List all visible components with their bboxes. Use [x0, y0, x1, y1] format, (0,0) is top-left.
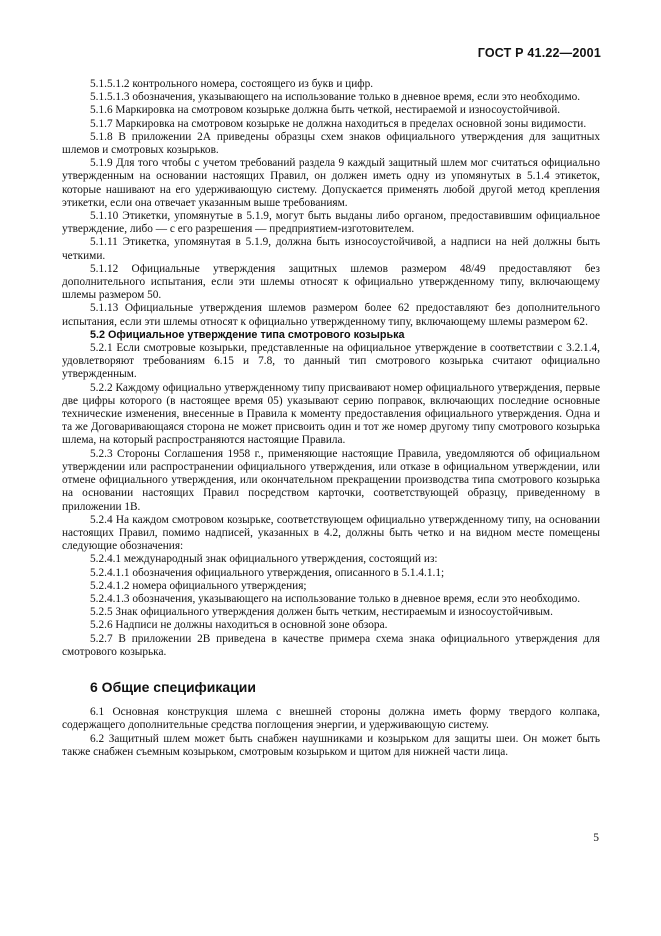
clause-5-2-4-1: 5.2.4.1 международный знак официального утверждения, состоящий из:: [90, 553, 438, 566]
page-number: 5: [593, 832, 599, 844]
section-heading-6: 6 Общие спецификации: [90, 678, 257, 695]
clause-5-2-4-1-1: 5.2.4.1.1 обозначения официального утверждения, описанного в 5.1.4.1.1;: [90, 566, 445, 579]
clause-5-2-2: 5.2.2 Каждому официально утвержденному типу присваивают номер официального утверждения, первые две цифры которого (в настоящее время 05) указывают серию поправок, включающих последние основные технические изменения, внесенные в Правила к моменту предоставления официального утверждения. Одна и та же Договаривающаяся сторона не может присвоить один и тот же номер другому типу смотрового козырька шлема, на который распространяются настоящие Правила.: [62, 381, 600, 447]
clause-5-2-4: 5.2.4 На каждом смотровом козырьке, соответствующем официально утвержденному типу, на основании настоящих Правил, помимо надписей, указанных в 4.2, должны быть четко и на видном месте помещены следующие обозначения:: [62, 513, 600, 553]
clause-5-1-8: 5.1.8 В приложении 2А приведены образцы схем знаков официального утверждения для защитных шлемов и смотровых козырьков.: [62, 130, 600, 157]
clause-5-2-6: 5.2.6 Надписи не должны находиться в основной зоне обзора.: [90, 619, 388, 632]
standard-header: ГОСТ Р 41.22—2001: [477, 46, 601, 60]
document-body: [62, 78, 600, 759]
clause-5-1-6: 5.1.6 Маркировка на смотровом козырьке должна быть четкой, нестираемой и износоустойчивой.: [90, 104, 561, 117]
subsection-heading-5-2: 5.2 Официальное утверждение типа смотрового козырька: [90, 328, 405, 341]
clause-5-1-9: 5.1.9 Для того чтобы с учетом требований раздела 9 каждый защитный шлем мог считаться официально утвержденным на основании настоящих Правил, он должен иметь одну из упомянутых в 5.1.4 этикеток, которые нашивают на его удерживающую систему. Допускается применять любой другой метод крепления этикетки, если она отвечает указанным выше требованиям.: [62, 157, 600, 209]
clause-5-2-1: 5.2.1 Если смотровые козырьки, представленные на официальное утверждение в соответствии с 3.2.1.4, удовлетворяют требованиям 6.15 и 7.8, то данный тип смотрового козырька считают официально утвержденным.: [62, 342, 600, 381]
clause-5-2-3: 5.2.3 Стороны Соглашения 1958 г., применяющие настоящие Правила, уведомляются об официальном утверждении или распространении официального утверждения, или отказе в официальном утверждении, или отмене официального утверждения, или окончательном прекращении производства типа смотрового козырька на основании настоящих Правил посредством карточки, соответствующей образцу, приведенному в приложении 1В.: [62, 447, 600, 513]
clause-5-1-10: 5.1.10 Этикетки, упомянутые в 5.1.9, могут быть выданы либо органом, предоставившим официальное утверждение, либо — с его разрешения — предприятием-изготовителем.: [62, 210, 600, 236]
clause-5-1-11: 5.1.11 Этикетка, упомянутая в 5.1.9, должна быть износоустойчивой, а надписи на ней должны быть четкими.: [62, 236, 600, 262]
clause-5-1-13: 5.1.13 Официальные утверждения шлемов размером более 62 предоставляют без дополнительного испытания, если эти шлемы относят к официально утвержденному типу, включающему шлемы размером 62.: [62, 302, 600, 328]
clause-6-2: 6.2 Защитный шлем может быть снабжен наушниками и козырьком для защиты шеи. Он может быть также снабжен съемным козырьком, смотровым козырьком и щитом для нижней части лица.: [62, 732, 600, 758]
clause-5-1-12: 5.1.12 Официальные утверждения защитных шлемов размером 48/49 предоставляют без дополнительного испытания, если эти шлемы относят к официально утвержденному типу, включающему шлемы размером 50.: [62, 262, 600, 302]
clause-5-2-7: 5.2.7 В приложении 2В приведена в качестве примера схема знака официального утверждения для смотрового козырька.: [62, 632, 600, 658]
clause-5-2-4-1-3: 5.2.4.1.3 обозначения, указывающего на использование только в дневное время, если это необходимо.: [90, 592, 581, 605]
clause-5-2-4-1-2: 5.2.4.1.2 номера официального утверждения;: [90, 579, 307, 592]
clause-5-1-5-1-2: 5.1.5.1.2 контрольного номера, состоящего из букв и цифр.: [90, 78, 374, 90]
clause-5-2-5: 5.2.5 Знак официального утверждения должен быть четким, нестираемым и износоустойчивым.: [90, 606, 553, 619]
clause-6-1: 6.1 Основная конструкция шлема с внешней стороны должна иметь форму твердого колпака, содержащего дополнительные средства поглощения энергии, и удерживающую систему.: [62, 706, 600, 732]
clause-5-1-7: 5.1.7 Маркировка на смотровом козырьке не должна находиться в пределах основной зоны видимости.: [90, 117, 587, 130]
clause-5-1-5-1-3: 5.1.5.1.3 обозначения, указывающего на использование только в дневное время, если это необходимо.: [90, 91, 581, 104]
